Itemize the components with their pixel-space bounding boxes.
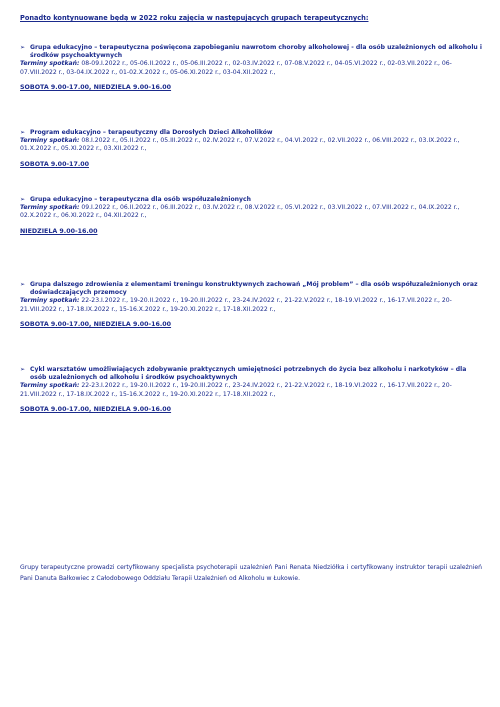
terms-label: Terminy spotkań: xyxy=(20,60,80,68)
schedule-text: SOBOTA 9.00-17.00 xyxy=(20,160,89,168)
intro-heading: Ponadto kontynuowane będą w 2022 roku zajęcia w następujących grupach terapeutycznych: xyxy=(20,14,369,22)
group-title: Grupa edukacyjno – terapeutyczna dla osób współuzależnionych xyxy=(30,196,251,203)
group-relapse-prevention xyxy=(20,44,482,92)
group-title: Program edukacyjno – terapeutyczny dla Dorosłych Dzieci Alkoholików xyxy=(30,129,273,136)
dates-text: 08-09.I.2022 r., 05-06.II.2022 r., 05-06.III.2022 r., 02-03.IV.2022 r., 07-08.V.2022 r., 04-05.VI.2022 r., 02-03.VII.2022 r., 06-07.VIII.2022 r., 03-04.IX.2022 r., 01-02.X.2022 r., 05-06.XI.2022 r., 03-04.XII.2022 r., xyxy=(20,60,452,76)
footer-note: Grupy terapeutyczne prowadzi certyfikowany specjalista psychoterapii uzależnień Pani Renata Niedziółka i certyfikowany instruktor terapii uzależnień Pani Danuta Bałkowiec z Całodobowego Oddziału Terapii Uzależnień od Alkoholu w Łukowie. xyxy=(20,564,482,582)
group-ddd xyxy=(20,129,482,169)
arrow-bullet-icon: ➢ xyxy=(20,366,26,373)
arrow-bullet-icon: ➢ xyxy=(20,281,26,288)
group-title: Grupa dalszego zdrowienia z elementami treningu konstruktywnych zachowań „Mój problem” – dla osób współuzależnionych oraz doświadczających przemocy xyxy=(30,281,478,297)
terms-label: Terminy spotkań: xyxy=(20,382,80,390)
arrow-bullet-icon: ➢ xyxy=(20,44,26,51)
schedule-text: SOBOTA 9.00-17.00, NIEDZIELA 9.00-16.00 xyxy=(20,83,172,91)
schedule-text: NIEDZIELA 9.00-16.00 xyxy=(20,227,98,235)
terms-label: Terminy spotkań: xyxy=(20,137,80,145)
arrow-bullet-icon: ➢ xyxy=(20,129,26,136)
group-title: Cykl warsztatów umożliwiających zdobywanie praktycznych umiejętności potrzebnych do życia bez alkoholu i narkotyków – dla osób uzależnionych od alkoholu i środków psychoaktywnych xyxy=(30,366,467,382)
arrow-bullet-icon: ➢ xyxy=(20,196,26,203)
group-dates xyxy=(20,204,482,220)
group-title: Grupa edukacyjno – terapeutyczna poświęcona zapobieganiu nawrotom choroby alkoholowej - dla osób uzależnionych od alkoholu i środków psychoaktywnych xyxy=(30,44,482,60)
schedule-text: SOBOTA 9.00-17.00, NIEDZIELA 9.00-16.00 xyxy=(20,405,172,413)
schedule-text: SOBOTA 9.00-17.00, NIEDZIELA 9.00-16.00 xyxy=(20,320,172,328)
group-dates xyxy=(20,297,482,313)
group-dates xyxy=(20,60,482,76)
group-codependent xyxy=(20,196,482,236)
terms-label: Terminy spotkań: xyxy=(20,297,80,305)
group-workshops xyxy=(20,366,482,414)
dates-text: 22-23.I.2022 r., 19-20.II.2022 r., 19-20.III.2022 r., 23-24.IV.2022 r., 21-22.V.2022 r., 18-19.VI.2022 r., 16-17.VII.2022 r., 20-21.VIII.2022 r., 17-18.IX.2022 r., 15-16.X.2022 r., 19-20.XI.2022 r., 17-18.XII.2022 r., xyxy=(20,382,452,398)
terms-label: Terminy spotkań: xyxy=(20,204,80,212)
group-dates xyxy=(20,137,482,153)
group-my-problem xyxy=(20,281,482,329)
dates-text: 22-23.I.2022 r., 19-20.II.2022 r., 19-20.III.2022 r., 23-24.IV.2022 r., 21-22.V.2022 r., 18-19.VI.2022 r., 16-17.VII.2022 r., 20-21.VIII.2022 r., 17-18.IX.2022 r., 15-16.X.2022 r., 19-20.XI.2022 r., 17-18.XII.2022 r., xyxy=(20,297,452,313)
dates-text: 08.I.2022 r., 05.II.2022 r., 05.III.2022 r., 02.IV.2022 r., 07.V.2022 r., 04.VI.2022 r., 02.VII.2022 r., 06.VIII.2022 r., 03.IX.2022 r., 01.X.2022 r., 05.XI.2022 r., 03.XII.2022 r., xyxy=(20,137,460,153)
group-dates xyxy=(20,382,482,398)
dates-text: 09.I.2022 r., 06.II.2022 r., 06.III.2022 r., 03.IV.2022 r., 08.V.2022 r., 05.VI.2022 r., 03.VII.2022 r., 07.VIII.2022 r., 04.IX.2022 r., 02.X.2022 r., 06.XI.2022 r., 04.XII.2022 r., xyxy=(20,204,460,220)
